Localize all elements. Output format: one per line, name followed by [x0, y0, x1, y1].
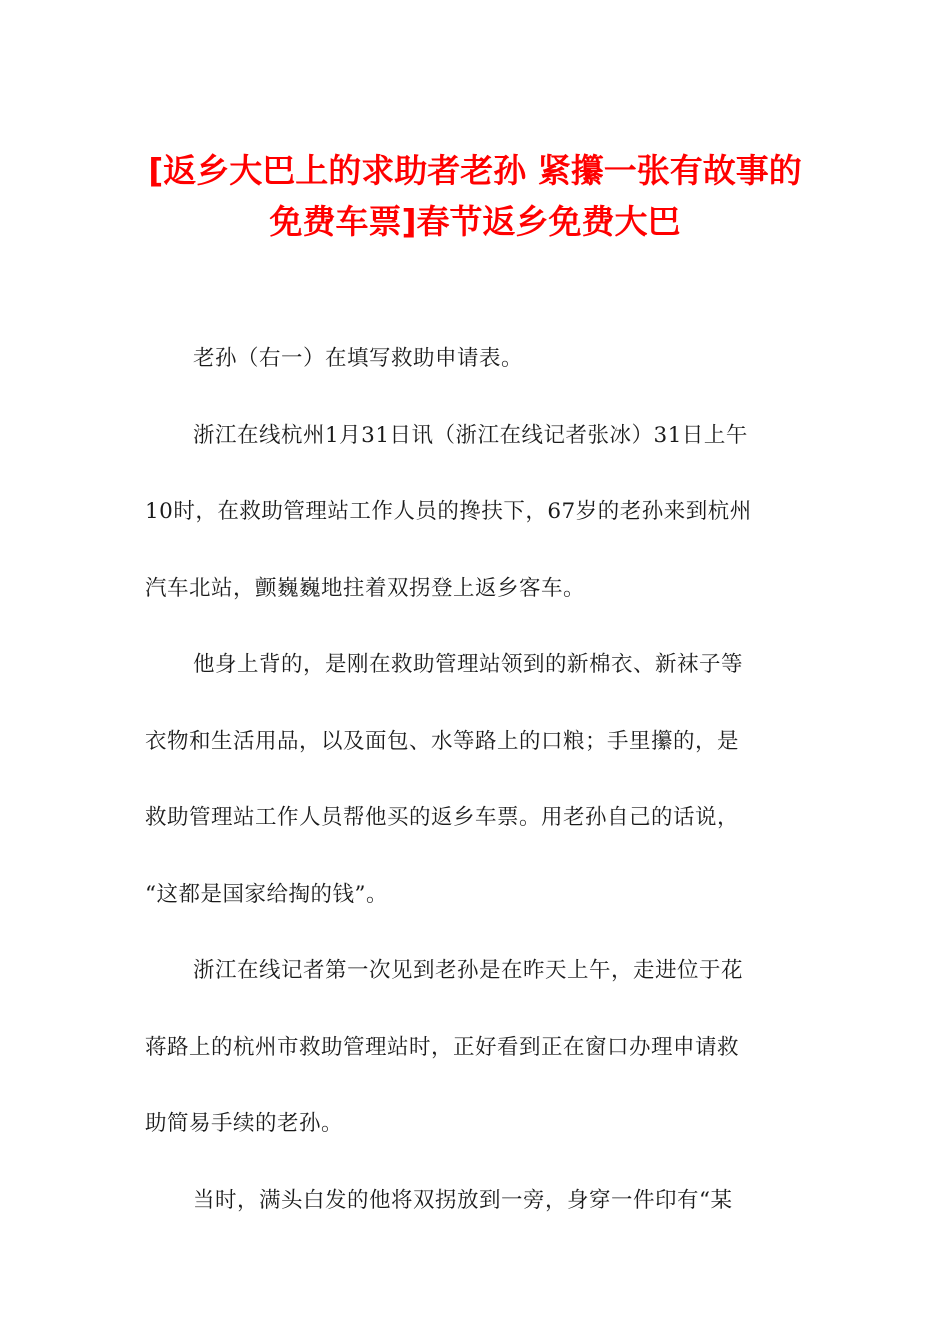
paragraph-line: 汽车北站，颤巍巍地拄着双拐登上返乡客车。 — [145, 575, 586, 601]
paragraph-line: 浙江在线杭州1月31日讯（浙江在线记者张冰）31日上午 — [193, 422, 748, 448]
document-title — [140, 145, 810, 247]
article-body — [145, 321, 805, 1239]
title-line: [返乡大巴上的求助者老孙 紧攥一张有故事的 — [148, 151, 802, 190]
paragraph-line: 衣物和生活用品，以及面包、水等路上的口粮；手里攥的，是 — [145, 728, 740, 754]
paragraph-line: 老孙（右一）在填写救助申请表。 — [193, 346, 524, 371]
paragraph-line: 助简易手续的老孙。 — [145, 1111, 344, 1136]
paragraph-line: 他身上背的，是刚在救助管理站领到的新棉衣、新袜子等 — [193, 652, 744, 677]
paragraph-line: 浙江在线记者第一次见到老孙是在昨天上午，走进位于花 — [193, 958, 744, 983]
paragraph-line: 当时，满头白发的他将双拐放到一旁，身穿一件印有“某 — [193, 1187, 733, 1213]
paragraph-line: 救助管理站工作人员帮他买的返乡车票。用老孙自己的话说， — [145, 805, 740, 830]
paragraph-line: 10时，在救助管理站工作人员的搀扶下，67岁的老孙来到杭州 — [145, 499, 752, 524]
title-line: 免费车票]春节返乡免费大巴 — [269, 202, 681, 241]
paragraph-line: 蒋路上的杭州市救助管理站时，正好看到正在窗口办理申请救 — [145, 1034, 740, 1060]
paragraph-line: “这都是国家给掏的钱”。 — [145, 881, 388, 907]
